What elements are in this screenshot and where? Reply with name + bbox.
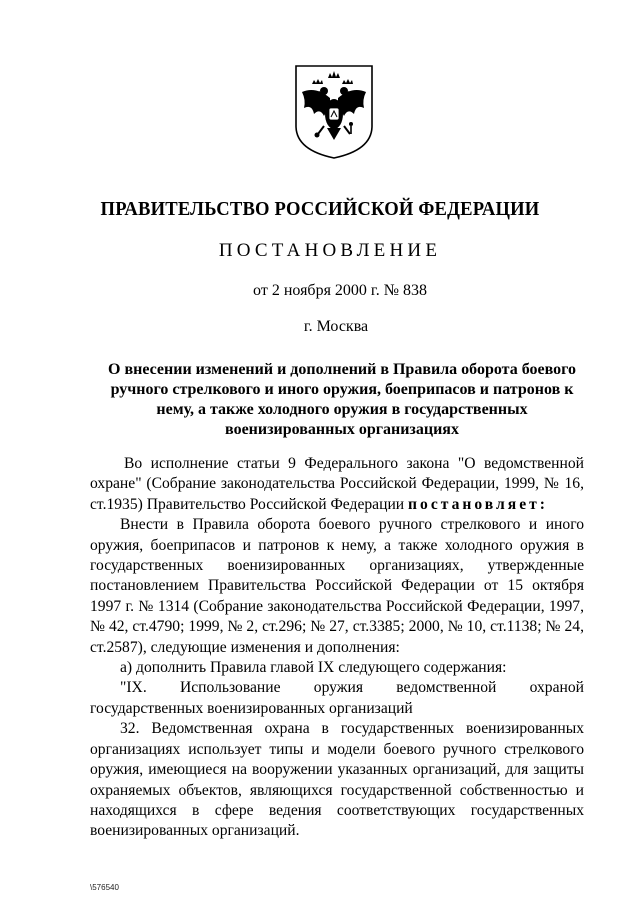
- preamble-paragraph: [90, 454, 584, 515]
- chapter-heading-line: [90, 678, 584, 698]
- document-code: \576540: [90, 883, 119, 892]
- chapter-heading-continuation: государственных военизированных организаций: [90, 699, 413, 717]
- section-32-paragraph: 32. Ведомственная охрана в государственных военизированных организациях использует типы и модели боевого ручного стрелкового оружия, имеющиеся на вооружении указанных организаций, для защиты охраняемых объектов, являющихся государственной собственностью и находящихся в сфере ведения соответствующих государственных военизированных организаций.: [90, 720, 584, 840]
- document-type: ПОСТАНОВЛЕНИЕ: [218, 240, 442, 261]
- chapter-word: охраной: [529, 679, 584, 697]
- document-body: [90, 454, 584, 842]
- chapter-word: ведомственной: [396, 679, 497, 697]
- decree-keyword: постановляет:: [408, 495, 548, 513]
- amendment-paragraph: Внести в Правила оборота боевого ручного стрелкового и иного оружия, боеприпасов и патронов к нему, а также холодного оружия в государственных военизированных организациях, утвержденные постановлением Правительства Российской Федерации от 15 октября 1997 г. № 1314 (Собрание законодательства Российской Федерации, 1997, № 42, ст.4790; 1999, № 2, ст.296; № 27, ст.3385; 2000, № 10, ст.1138; № 24, ст.2587), следующие изменения и дополнения:: [90, 516, 584, 656]
- preamble-text: Во исполнение статьи 9 Федерального закона "О ведомственной охране" (Собрание законодательства Российской Федерации, 1999, № 16, ст.1935) Правительство Российской Федерации: [90, 455, 584, 513]
- document-subject: О внесении изменений и дополнений в Правила оборота боевого ручного стрелкового и иного оружия, боеприпасов и патронов к нему, а также холодного оружия в государственных военизированных организациях: [108, 361, 576, 438]
- clause-a-paragraph: а) дополнить Правила главой IX следующего содержания:: [120, 659, 507, 677]
- chapter-word: оружия: [313, 679, 364, 697]
- document-city: г. Москва: [303, 318, 369, 335]
- document-date-number: от 2 ноября 2000 г. № 838: [253, 282, 427, 299]
- chapter-word: Использование: [179, 679, 281, 697]
- russian-coat-of-arms-icon: [294, 64, 374, 160]
- government-title: ПРАВИТЕЛЬСТВО РОССИЙСКОЙ ФЕДЕРАЦИИ: [100, 198, 540, 220]
- chapter-word: "IX.: [120, 679, 147, 697]
